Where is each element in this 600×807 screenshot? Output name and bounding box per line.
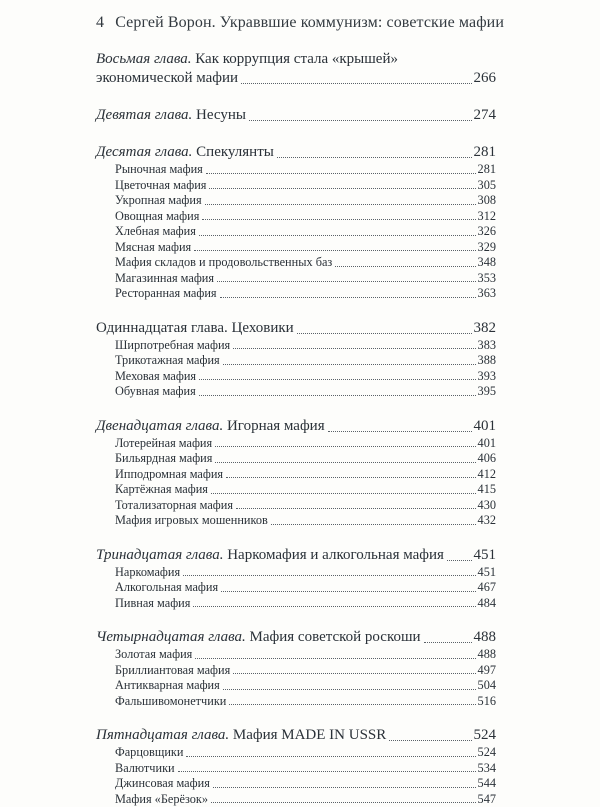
leader-dots — [186, 756, 475, 757]
page-ref: 395 — [478, 384, 496, 400]
leader-dots — [249, 120, 472, 121]
page-ref: 497 — [478, 663, 496, 679]
page-ref: 329 — [478, 240, 496, 256]
section-title: Лотерейная мафия — [115, 436, 212, 452]
chapter-prefix: Девятая глава. — [96, 107, 192, 123]
section-title: Фальшивомонетчики — [115, 694, 226, 710]
leader-dots — [223, 689, 476, 690]
toc-subentry[interactable] — [96, 467, 496, 483]
leader-dots — [277, 157, 472, 158]
page-ref: 393 — [478, 369, 496, 385]
page-ref: 274 — [474, 106, 497, 125]
chapter-prefix: Тринадцатая глава. — [96, 547, 223, 563]
toc-subentry[interactable] — [96, 482, 496, 498]
leader-dots — [271, 524, 476, 525]
page-ref: 266 — [474, 69, 497, 88]
chapter-title: Одиннадцатая глава. Цеховики — [96, 319, 294, 338]
section-title: Мясная мафия — [115, 240, 191, 256]
page-ref: 363 — [478, 286, 496, 302]
section-title: Бриллиантовая мафия — [115, 663, 230, 679]
leader-dots — [229, 704, 475, 705]
leader-dots — [199, 235, 476, 236]
toc-subentry[interactable] — [96, 162, 496, 178]
section-title: Алкогольная мафия — [115, 580, 218, 596]
section-title: Пивная мафия — [115, 596, 190, 612]
chapter-prefix: Десятая глава. — [96, 144, 192, 160]
page-ref: 451 — [474, 546, 497, 565]
section-title: Ипподромная мафия — [115, 467, 223, 483]
toc-subentry[interactable] — [96, 596, 496, 612]
chapter-13 — [96, 546, 496, 612]
page-ref: 524 — [474, 726, 497, 745]
leader-dots — [217, 281, 476, 282]
toc-subentry[interactable] — [96, 678, 496, 694]
leader-dots — [233, 673, 475, 674]
section-title: Овощная мафия — [115, 209, 199, 225]
chapter-title: Мафия советской роскоши — [250, 629, 421, 645]
section-title: Обувная мафия — [115, 384, 196, 400]
toc-subentry[interactable] — [96, 565, 496, 581]
section-title: Наркомафия — [115, 565, 180, 581]
page-number: 4 — [96, 14, 104, 32]
toc-entry[interactable] — [96, 106, 496, 125]
toc-subentry[interactable] — [96, 647, 496, 663]
leader-dots — [209, 188, 475, 189]
page-ref: 516 — [478, 694, 496, 710]
page-ref: 412 — [478, 467, 496, 483]
page-ref: 281 — [478, 162, 496, 178]
page-ref: 544 — [478, 776, 496, 792]
leader-dots — [447, 560, 472, 561]
toc-subentry[interactable] — [96, 498, 496, 514]
chapter-title: Мафия MADE IN USSR — [233, 727, 386, 743]
leader-dots — [195, 658, 475, 659]
leader-dots — [206, 173, 476, 174]
leader-dots — [202, 219, 475, 220]
page-ref: 388 — [478, 353, 496, 369]
leader-dots — [178, 771, 476, 772]
page-ref: 534 — [478, 761, 496, 777]
page-ref: 467 — [478, 580, 496, 596]
leader-dots — [297, 333, 472, 334]
page-ref: 401 — [478, 436, 496, 452]
toc-subentry[interactable] — [96, 745, 496, 761]
chapter-prefix: Четырнадцатая глава. — [96, 629, 246, 645]
leader-dots — [226, 477, 475, 478]
toc-subentry[interactable] — [96, 776, 496, 792]
toc-subentry[interactable] — [96, 663, 496, 679]
leader-dots — [424, 642, 472, 643]
page-ref: 382 — [474, 319, 497, 338]
page-ref: 326 — [478, 224, 496, 240]
toc-subentry[interactable] — [96, 694, 496, 710]
chapter-10 — [96, 143, 496, 302]
page-ref: 504 — [478, 678, 496, 694]
toc-subentry[interactable] — [96, 761, 496, 777]
toc-subentry[interactable] — [96, 580, 496, 596]
section-title: Мафия складов и продовольственных баз — [115, 255, 332, 271]
section-title: Мафия «Берёзок» — [115, 792, 208, 807]
toc-entry[interactable] — [96, 69, 496, 88]
chapter-title: Спекулянты — [196, 144, 274, 160]
section-title: Валютчики — [115, 761, 175, 777]
toc-subentry[interactable] — [96, 209, 496, 225]
section-title: Золотая мафия — [115, 647, 192, 663]
page-ref: 348 — [478, 255, 496, 271]
chapter-14 — [96, 628, 496, 709]
section-title: Меховая мафия — [115, 369, 196, 385]
toc-subentry[interactable] — [96, 286, 496, 302]
chapter-15 — [96, 726, 496, 807]
leader-dots — [236, 508, 476, 509]
toc-subentry[interactable] — [96, 369, 496, 385]
toc-subentry[interactable] — [96, 240, 496, 256]
chapter-8 — [96, 50, 496, 88]
page-ref: 430 — [478, 498, 496, 514]
toc-entry[interactable] — [96, 726, 496, 745]
chapter-prefix: Двенадцатая глава. — [96, 418, 223, 434]
chapter-12 — [96, 417, 496, 529]
leader-dots — [213, 787, 476, 788]
toc-subentry[interactable] — [96, 224, 496, 240]
leader-dots — [328, 431, 472, 432]
leader-dots — [215, 446, 475, 447]
page-ref: 432 — [478, 513, 496, 529]
toc-subentry[interactable] — [96, 451, 496, 467]
chapter-title-continued: экономической мафии — [96, 69, 238, 88]
leader-dots — [220, 297, 476, 298]
leader-dots — [233, 348, 475, 349]
toc-entry[interactable] — [96, 143, 496, 162]
page-ref: 488 — [474, 628, 497, 647]
chapter-prefix: Восьмая глава. — [96, 51, 191, 67]
leader-dots — [183, 575, 475, 576]
leader-dots — [193, 606, 475, 607]
toc-entry[interactable] — [96, 417, 496, 436]
leader-dots — [241, 83, 471, 84]
section-title: Джинсовая мафия — [115, 776, 210, 792]
leader-dots — [211, 493, 476, 494]
page-ref: 383 — [478, 338, 496, 354]
section-title: Тотализаторная мафия — [115, 498, 233, 514]
section-title: Укропная мафия — [115, 193, 202, 209]
section-title: Бильярдная мафия — [115, 451, 212, 467]
running-header — [96, 14, 504, 36]
page-ref: 488 — [478, 647, 496, 663]
toc-entry[interactable] — [96, 546, 496, 565]
section-title: Ресторанная мафия — [115, 286, 217, 302]
leader-dots — [205, 204, 476, 205]
page-ref: 484 — [478, 596, 496, 612]
section-title: Рыночная мафия — [115, 162, 203, 178]
leader-dots — [223, 364, 476, 365]
leader-dots — [215, 462, 475, 463]
toc-entry[interactable] — [96, 628, 496, 647]
leader-dots — [335, 266, 475, 267]
chapter-11 — [96, 319, 496, 400]
section-title: Фарцовщики — [115, 745, 183, 761]
toc-subentry[interactable] — [96, 384, 496, 400]
leader-dots — [199, 395, 476, 396]
section-title: Цветочная мафия — [115, 178, 206, 194]
toc-subentry[interactable] — [96, 255, 496, 271]
table-of-contents — [96, 50, 496, 807]
page-ref: 451 — [478, 565, 496, 581]
page-ref: 305 — [478, 178, 496, 194]
toc-subentry[interactable] — [96, 792, 496, 807]
page-ref: 281 — [474, 143, 497, 162]
section-title: Хлебная мафия — [115, 224, 196, 240]
toc-subentry[interactable] — [96, 513, 496, 529]
section-title: Трикотажная мафия — [115, 353, 220, 369]
toc-entry[interactable] — [96, 319, 496, 338]
chapter-title: Игорная мафия — [227, 418, 325, 434]
toc-subentry[interactable] — [96, 271, 496, 287]
chapter-title: Несуны — [196, 107, 246, 123]
toc-subentry[interactable] — [96, 178, 496, 194]
chapter-prefix: Пятнадцатая глава. — [96, 727, 229, 743]
page-ref: 401 — [474, 417, 497, 436]
leader-dots — [199, 379, 475, 380]
section-title: Картёжная мафия — [115, 482, 208, 498]
leader-dots — [211, 802, 476, 803]
section-title: Мафия игровых мошенников — [115, 513, 268, 529]
page-ref: 312 — [478, 209, 496, 225]
chapter-title: Наркомафия и алкогольная мафия — [227, 547, 444, 563]
chapter-9 — [96, 106, 496, 125]
toc-subentry[interactable] — [96, 353, 496, 369]
running-title: Сергей Ворон. Украввшие коммунизм: советские мафии — [115, 14, 504, 32]
page-ref: 308 — [478, 193, 496, 209]
toc-subentry[interactable] — [96, 338, 496, 354]
page-ref: 415 — [478, 482, 496, 498]
chapter-title: Как коррупция стала «крышей» — [195, 51, 398, 67]
section-title: Ширпотребная мафия — [115, 338, 230, 354]
section-title: Магазинная мафия — [115, 271, 214, 287]
section-title: Антикварная мафия — [115, 678, 220, 694]
leader-dots — [389, 740, 471, 741]
page-ref: 406 — [478, 451, 496, 467]
leader-dots — [221, 591, 475, 592]
page-ref: 524 — [478, 745, 496, 761]
page-ref: 547 — [478, 792, 496, 807]
page-ref: 353 — [478, 271, 496, 287]
toc-subentry[interactable] — [96, 436, 496, 452]
leader-dots — [194, 250, 475, 251]
toc-subentry[interactable] — [96, 193, 496, 209]
